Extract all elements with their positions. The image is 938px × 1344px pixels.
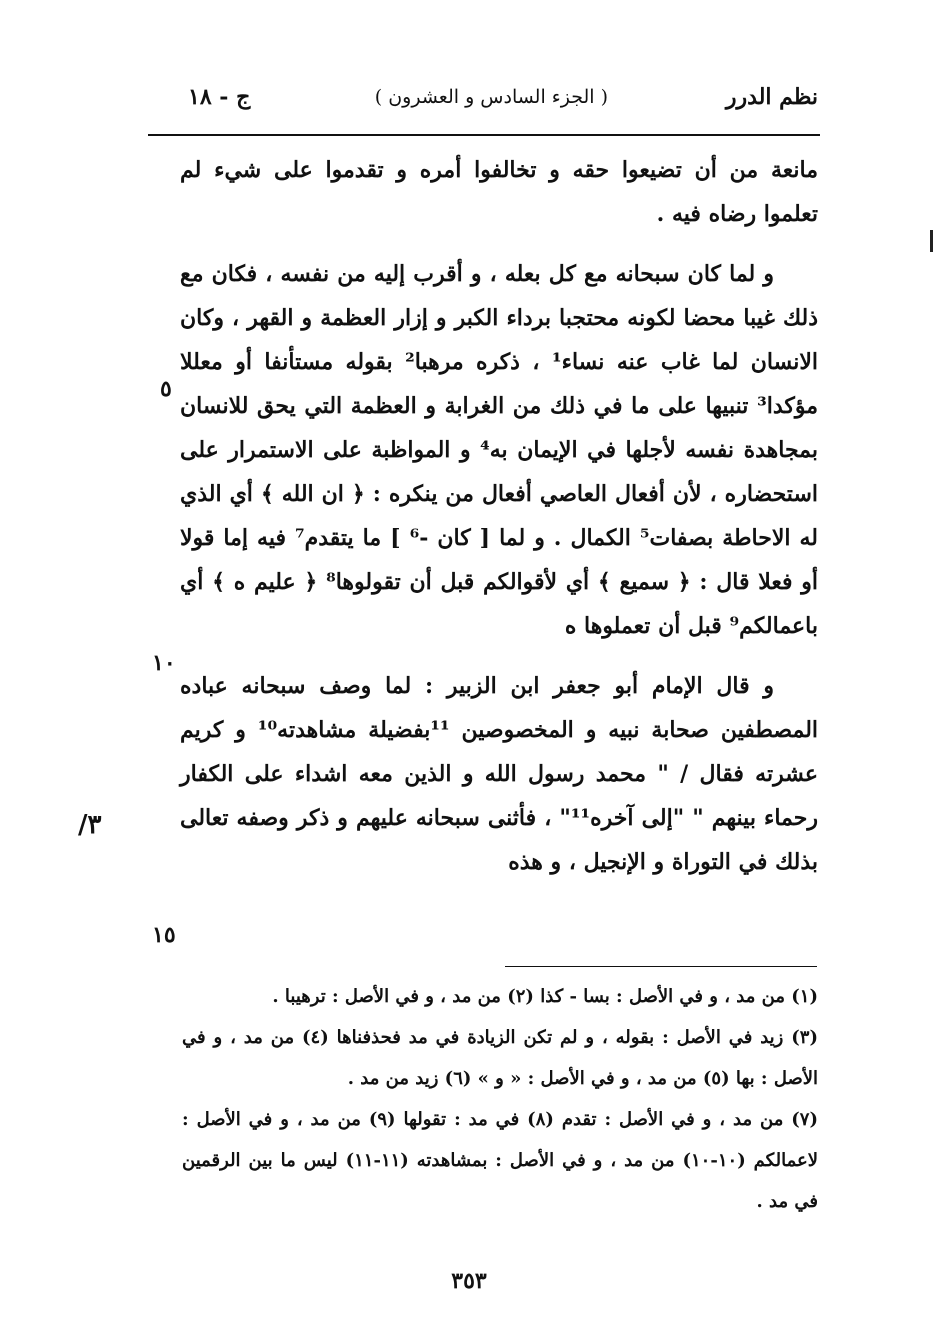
header-rule	[148, 134, 820, 136]
edge-mark	[930, 230, 933, 252]
volume-number: ج - ١٨	[188, 84, 251, 110]
footnotes	[182, 976, 818, 1222]
main-text	[180, 148, 818, 900]
footnote-line: (٧) من مد ، و في الأصل : تقدم (٨) في مد : تقولها (٩) من مد ، و في الأصل : لاعمالكم (١٠-١٠) من مد ، و في الأصل : بمشاهدته (١١-١١) ليس ما بين الرقمين في مد .	[182, 1109, 818, 1212]
paragraph-3: و قال الإمام أبو جعفر ابن الزبير : لما وصف سبحانه عباده المصطفين صحابة نبيه و المخصوصين ¹¹بفضيلة مشاهدته¹⁰ و كريم عشرته فقال / " محمد رسول الله و الذين معه اشداء على الكفار رحماء بينهم " "إلى آخره¹¹" ، فأثنى سبحانه عليهم و ذكر وصفه تعالى بذلك في التوراة و الإنجيل ، و هذه	[180, 673, 819, 875]
running-header	[150, 82, 818, 122]
folio-marker: ٣/	[78, 810, 102, 840]
paragraph-1: مانعة من أن تضيعوا حقه و تخالفوا أمره و تقدموا على شيء لم تعلموا رضاه فيه .	[180, 157, 818, 227]
footnote-line: (١) من مد ، و في الأصل : بسا - كذا (٢) من مد ، و في الأصل : ترهيبا .	[272, 986, 818, 1007]
book-title: نظم الدرر	[725, 84, 818, 110]
line-number-10: ١٠	[152, 650, 176, 676]
page-number: ٣٥٣	[451, 1268, 487, 1294]
footnote-line: (٣) زيد في الأصل : بقوله ، و لم تكن الزيادة في مد فحذفناها (٤) من مد ، و في الأصل : بها (٥) من مد ، و في الأصل : « و » (٦) زيد من مد .	[182, 1027, 818, 1089]
line-number-15: ١٥	[152, 922, 176, 948]
footnote-rule	[505, 966, 817, 967]
part-title: ( الجزء السادس و العشرون )	[374, 86, 608, 108]
paragraph-2: و لما كان سبحانه مع كل بعله ، و أقرب إليه من نفسه ، فكان مع ذلك غيبا محضا لكونه محتجبا برداء الكبر و إزار العظمة و القهر ، وكان الانسان لما غاب عنه نساء¹ ، ذكره مرهبا² بقوله مستأنفا أو معللا مؤكدا³ تنبيها على ما في ذلك من الغرابة و العظمة التي يحق للانسان بمجاهدة نفسه لأجلها في الإيمان به⁴ و المواظبة على الاستمرار على استحضاره ، لأن أفعال العاصي أفعال من ينكره : ﴿ ان الله ﴾ أي الذي له الاحاطة بصفات⁵ الكمال . و لما [ كان -⁶ ] ما يتقدم⁷ فيه إما قولا أو فعلا قال : ﴿ سميع ﴾ أي لأقوالكم قبل أن تقولوها⁸ ﴿ عليم ه ﴾ أي باعمالكم⁹ قبل أن تعملوها ه	[180, 261, 818, 639]
line-number-5: ٥	[160, 376, 172, 402]
